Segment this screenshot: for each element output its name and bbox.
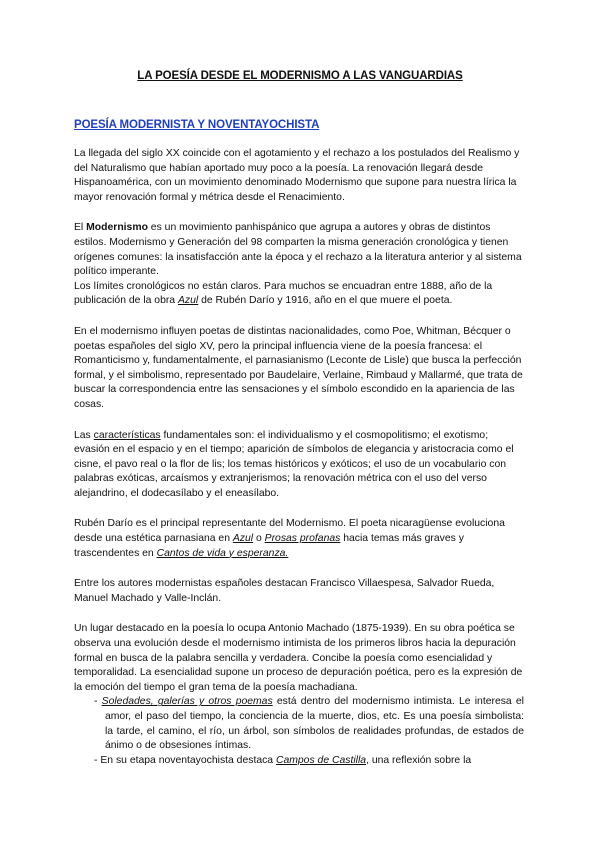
text-fragment: está dentro del modernismo intimista. Le interesa el amor, el paso del tiempo, la conciencia de la muerte, dios, etc. Es una poesía simbolista: la tarde, el camino, el río, un árbol, son símbolos de realidades profundas, de estados de ánimo o de obsesiones íntimas. xyxy=(105,696,524,752)
paragraph-ruben-dario xyxy=(74,517,524,561)
text-fragment: Rubén Darío es el principal representante del Modernismo. El poeta nicaragüense evoluciona desde una estética parnasiana en xyxy=(74,518,505,545)
paragraph-caracteristicas xyxy=(74,429,524,502)
text-fragment: , una reflexión sobre la xyxy=(366,754,472,766)
list-item xyxy=(74,754,524,769)
document-body xyxy=(74,147,524,768)
work-title-link[interactable]: Azul xyxy=(232,533,254,545)
text-fragment: Las xyxy=(74,429,94,441)
work-title-link[interactable]: Prosas profanas xyxy=(264,533,341,545)
work-title-link[interactable]: Soledades, galerías y otros poemas xyxy=(101,696,273,708)
section-heading: POESÍA MODERNISTA Y NOVENTAYOCHISTA xyxy=(74,119,320,131)
underlined-term[interactable]: características xyxy=(93,429,161,441)
paragraph-modernismo xyxy=(74,221,524,309)
paragraph-intro: La llegada del siglo XX coincide con el agotamiento y el rechazo a los postulados del Realismo y del Naturalismo que habían aportado muy poco a la poesía. La renovación llegará desde Hispanoamérica, con un movimiento denominado Modernismo que supone para nuestra lírica la mayor renovación formal y métrica desde el Renacimiento. xyxy=(74,148,520,203)
bold-term: Modernismo xyxy=(86,222,148,234)
text-fragment: hacia temas más graves y trascendentes en xyxy=(74,533,464,559)
text-fragment: El xyxy=(74,222,87,234)
paragraph-influences: En el modernismo influyen poetas de distintas nacionalidades, como Poe, Whitman, Bécquer o poetas españoles del siglo XV, pero la principal influencia viene de la poesía francesa: el Romanticismo y, fundamentalmente, el parnasianismo (Leconte de Lisle) que busca la perfección formal, y el simbolismo, representado por Baudelaire, Verlaine, Rimbaud y Mallarmé, que trata de buscar la correspondencia entre las sensaciones y el símbolo escondido en la apariencia de las cosas. xyxy=(74,325,523,410)
work-title-link[interactable]: Azul xyxy=(177,295,199,307)
document-title: LA POESÍA DESDE EL MODERNISMO A LAS VANGUARDIAS xyxy=(137,70,463,82)
text-fragment: fundamentales son: el individualismo y el cosmopolitismo; el exotismo; evasión en el espacio y en el tiempo; aparición de símbolos de elegancia y aristocracia como el cisne, el pavo real o la flor de lis; los temas históricos y exóticos; el uso de un vocabulario con palabras exóticas, arcaísmos y extranjerismos; la renovación métrica con el uso del verso alejandrino, el dodecasílabo y el eneasílabo. xyxy=(74,429,514,499)
text-fragment: Los límites cronológicos no están claros. Para muchos se encuadran entre 1888, año de la publicación de la obra xyxy=(74,280,493,307)
list-dash: - xyxy=(94,696,102,708)
text-fragment: o xyxy=(253,533,265,545)
paragraph-machado: Un lugar destacado en la poesía lo ocupa Antonio Machado (1875-1939). En su obra poética se observa una evolución desde el modernismo intimista de los primeros libros hacia la depuración formal en busca de la palabra sencilla y verdadera. Concibe la poesía como esencialidad y temporalidad. La esencialidad supone un proceso de depuración poética, pero es la expresión de la emoción del tiempo el gran tema de la poesía machadiana. xyxy=(74,623,523,693)
works-list xyxy=(74,695,524,768)
paragraph-autores: Entre los autores modernistas españoles destacan Francisco Villaespesa, Salvador Rueda, Manuel Machado y Valle-Inclán. xyxy=(74,578,495,604)
text-fragment: En su etapa noventayochista destaca xyxy=(100,754,276,766)
work-title-link[interactable]: Cantos de vida y esperanza. xyxy=(156,547,289,559)
work-title-link[interactable]: Campos de Castilla xyxy=(275,754,367,766)
list-dash: - xyxy=(94,754,101,766)
list-item xyxy=(74,695,524,753)
text-fragment: es un movimiento panhispánico que agrupa a autores y obras de distintos estilos. Modernismo y Generación del 98 comparten la misma generación cronológica y tienen orígenes comunes: la insatisfacción ante la época y el rechazo a la literatura anterior y al sistema político imperante. xyxy=(74,222,522,278)
text-fragment: de Rubén Darío y 1916, año en el que muere el poeta. xyxy=(198,295,453,307)
